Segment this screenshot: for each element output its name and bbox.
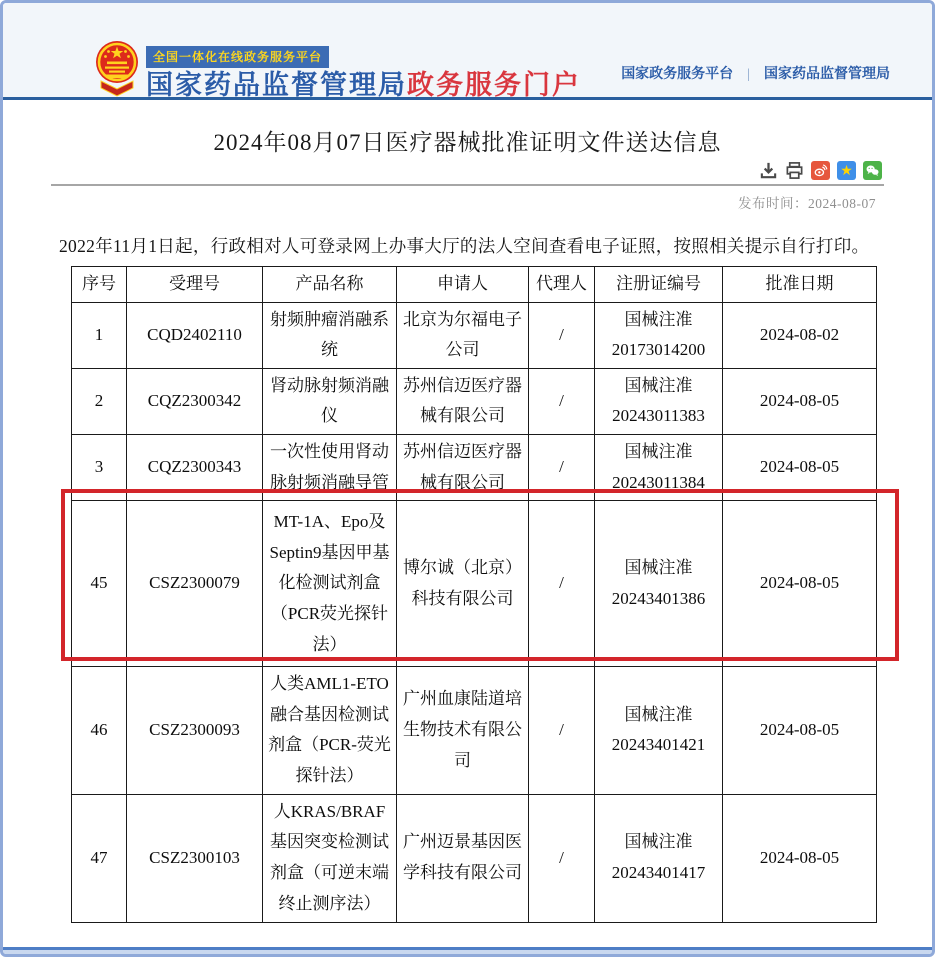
footer-strip xyxy=(3,947,932,954)
cell-acceptance-no: CQZ2300342 xyxy=(127,368,263,434)
cell-approval-date: 2024-08-05 xyxy=(723,794,877,922)
cell-applicant: 苏州信迈医疗器械有限公司 xyxy=(397,434,529,500)
table-header-row xyxy=(72,267,877,303)
cell-reg-cert-no: 国械注准 20243401421 xyxy=(595,667,723,794)
cell-index: 45 xyxy=(72,501,127,667)
cell-product-name: 一次性使用肾动脉射频消融导管 xyxy=(263,434,397,500)
cell-product-name: 人类AML1-ETO融合基因检测试剂盒（PCR-荧光探针法） xyxy=(263,667,397,794)
cell-product-name: 射频肿瘤消融系统 xyxy=(263,302,397,368)
cell-approval-date: 2024-08-05 xyxy=(723,667,877,794)
notice-text: 2022年11月1日起，行政相对人可登录网上办事大厅的法人空间查看电子证照，按照相关提示自行打印。 xyxy=(59,236,870,256)
table-row-highlighted xyxy=(72,501,877,667)
cell-approval-date: 2024-08-05 xyxy=(723,368,877,434)
article-toolbar xyxy=(759,161,882,180)
cell-acceptance-no: CQD2402110 xyxy=(127,302,263,368)
weibo-share-icon[interactable] xyxy=(811,161,830,180)
cell-agent: / xyxy=(529,794,595,922)
table-row xyxy=(72,794,877,922)
cell-index: 47 xyxy=(72,794,127,922)
col-header-reg-cert-no: 注册证编号 xyxy=(595,267,723,303)
cell-index: 46 xyxy=(72,667,127,794)
publish-time-label: 发布时间： xyxy=(738,196,808,211)
cell-index: 1 xyxy=(72,302,127,368)
portal-title-portal: 政务服务门户 xyxy=(407,70,581,100)
platform-badge: 全国一体化在线政务服务平台 xyxy=(146,46,329,68)
cell-reg-cert-no: 国械注准 20243011383 xyxy=(595,368,723,434)
col-header-product-name: 产品名称 xyxy=(263,267,397,303)
header-links xyxy=(621,63,890,83)
cell-acceptance-no: CQZ2300343 xyxy=(127,434,263,500)
cell-product-name: 人KRAS/BRAF基因突变检测试剂盒（可逆末端终止测序法） xyxy=(263,794,397,922)
cell-reg-cert-no: 国械注准 20173014200 xyxy=(595,302,723,368)
cell-agent: / xyxy=(529,501,595,667)
approval-table-wrapper xyxy=(71,266,877,923)
cell-index: 2 xyxy=(72,368,127,434)
cell-product-name: MT-1A、Epo及Septin9基因甲基化检测试剂盒（PCR荧光探针法） xyxy=(263,501,397,667)
cell-reg-cert-no: 国械注准 20243401386 xyxy=(595,501,723,667)
print-icon[interactable] xyxy=(785,161,804,180)
cell-applicant: 北京为尔福电子公司 xyxy=(397,302,529,368)
page-title: 2024年08月07日医疗器械批准证明文件送达信息 xyxy=(213,130,722,155)
table-row xyxy=(72,667,877,794)
table-row xyxy=(72,302,877,368)
cell-applicant: 苏州信迈医疗器械有限公司 xyxy=(397,368,529,434)
publish-time-value: 2024-08-07 xyxy=(808,196,876,211)
cell-agent: / xyxy=(529,667,595,794)
cell-reg-cert-no: 国械注准 20243401417 xyxy=(595,794,723,922)
cell-acceptance-no: CSZ2300103 xyxy=(127,794,263,922)
link-nmpa[interactable]: 国家药品监督管理局 xyxy=(764,67,890,82)
publish-time xyxy=(738,192,876,212)
col-header-applicant: 申请人 xyxy=(397,267,529,303)
table-row xyxy=(72,434,877,500)
site-header xyxy=(3,3,932,100)
wechat-share-icon[interactable] xyxy=(863,161,882,180)
cell-approval-date: 2024-08-05 xyxy=(723,434,877,500)
china-national-emblem-icon[interactable] xyxy=(93,39,141,97)
col-header-index: 序号 xyxy=(72,267,127,303)
cell-acceptance-no: CSZ2300093 xyxy=(127,667,263,794)
table-row xyxy=(72,368,877,434)
cell-reg-cert-no: 国械注准 20243011384 xyxy=(595,434,723,500)
download-icon[interactable] xyxy=(759,161,778,180)
col-header-approval-date: 批准日期 xyxy=(723,267,877,303)
cell-agent: / xyxy=(529,434,595,500)
cell-applicant: 广州血康陆道培生物技术有限公司 xyxy=(397,667,529,794)
cell-product-name: 肾动脉射频消融仪 xyxy=(263,368,397,434)
cell-applicant: 博尔诚（北京）科技有限公司 xyxy=(397,501,529,667)
cell-approval-date: 2024-08-05 xyxy=(723,501,877,667)
portal-title xyxy=(146,63,581,102)
cell-agent: / xyxy=(529,368,595,434)
col-header-agent: 代理人 xyxy=(529,267,595,303)
cell-agent: / xyxy=(529,302,595,368)
col-header-acceptance-no: 受理号 xyxy=(127,267,263,303)
header-divider-rule xyxy=(51,184,884,186)
cell-applicant: 广州迈景基因医学科技有限公司 xyxy=(397,794,529,922)
link-national-gov-platform[interactable]: 国家政务服务平台 xyxy=(621,67,734,82)
cell-index: 3 xyxy=(72,434,127,500)
qzone-share-icon[interactable]: ★ xyxy=(837,161,856,180)
link-divider: | xyxy=(747,67,750,82)
approval-table xyxy=(71,266,877,923)
cell-approval-date: 2024-08-02 xyxy=(723,302,877,368)
portal-title-agency: 国家药品监督管理局 xyxy=(146,70,407,100)
cell-acceptance-no: CSZ2300079 xyxy=(127,501,263,667)
